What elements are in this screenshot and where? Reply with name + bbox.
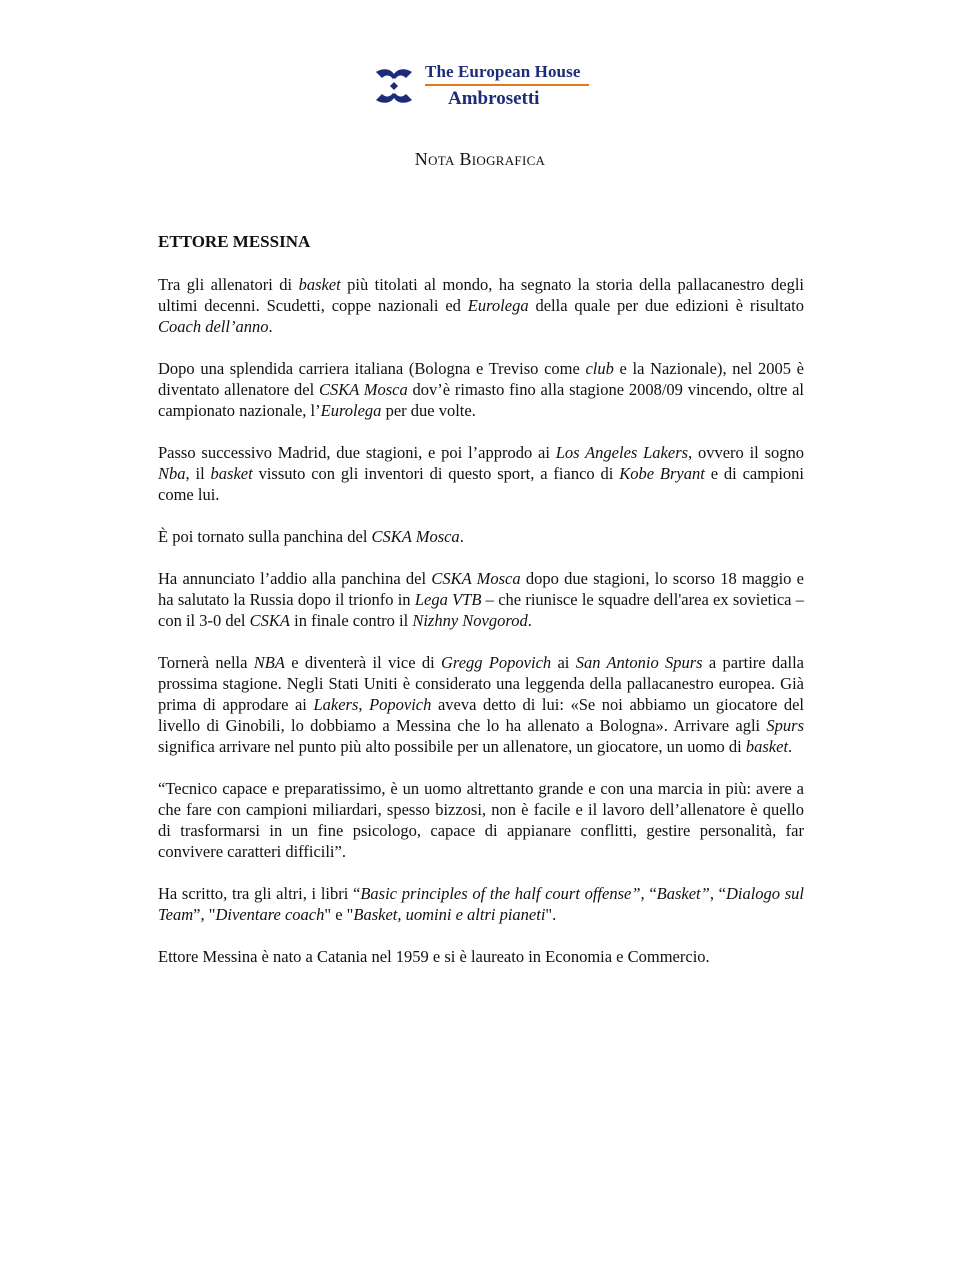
text-segment: vissuto con gli inventori di questo sport, a fianco di bbox=[252, 464, 620, 483]
italic-text: Lega VTB bbox=[414, 590, 482, 609]
text-segment: Tornerà nella bbox=[158, 653, 254, 672]
text-segment: È poi tornato sulla panchina del bbox=[158, 527, 372, 546]
text-segment: – che riunisce le squadre dell'area ex sovietica – con il 3-0 del bbox=[158, 590, 805, 630]
text-segment: e di campioni come lui. bbox=[158, 464, 804, 504]
text-segment: più titolati al mondo, ha segnato la storia della pallacanestro degli ultimi decenni. Scudetti, coppe nazionali ed bbox=[158, 275, 805, 315]
italic-text: NBA bbox=[253, 653, 285, 672]
italic-text: basket bbox=[210, 464, 253, 483]
text-segment: significa arrivare nel punto più alto possibile per un allenatore, un giocatore, un uomo di bbox=[158, 737, 746, 756]
text-segment: , ovvero il sogno bbox=[688, 443, 804, 462]
logo-text-line1: The European House bbox=[425, 62, 581, 81]
text-segment: dopo due stagioni, lo scorso 18 maggio e ha salutato la Russia dopo il trionfo in bbox=[158, 569, 804, 609]
text-segment: . bbox=[268, 317, 273, 336]
italic-text: basket bbox=[298, 275, 341, 294]
text-segment: aveva detto di lui: «Se noi abbiamo un giocatore del livello di Ginobili, lo dobbiamo a Messina che lo ha allenato a Bologna». Arrivare agli bbox=[158, 695, 804, 735]
italic-text: Gregg Popovich bbox=[440, 653, 552, 672]
text-segment: , il bbox=[185, 464, 211, 483]
italic-text: Popovich bbox=[369, 695, 432, 714]
italic-text: Coach dell’anno bbox=[158, 317, 269, 336]
text-segment: della quale per due edizioni è risultato bbox=[528, 296, 804, 315]
biography-paragraph bbox=[158, 526, 804, 547]
italic-text: basket bbox=[745, 737, 789, 756]
text-segment: per due volte. bbox=[381, 401, 476, 420]
italic-text: Eurolega bbox=[467, 296, 529, 315]
italic-text: Diventare coach bbox=[215, 905, 325, 924]
italic-text: Kobe Bryant bbox=[619, 464, 705, 483]
ambrosetti-logo-icon bbox=[372, 66, 418, 106]
text-segment: Ha scritto, tra gli altri, i libri “ bbox=[158, 884, 361, 903]
text-segment: Ha annunciato l’addio alla panchina del bbox=[158, 569, 432, 588]
text-segment: Tra gli allenatori di bbox=[158, 275, 299, 294]
biography-paragraph bbox=[158, 568, 804, 631]
text-segment: . bbox=[527, 611, 532, 630]
italic-text: CSKA bbox=[249, 611, 290, 630]
text-segment: in finale contro il bbox=[290, 611, 413, 630]
italic-text: Basic principles of the half court offense” bbox=[360, 884, 641, 903]
italic-text: Los Angeles Lakers bbox=[555, 443, 689, 462]
italic-text: Nba bbox=[158, 464, 186, 483]
biography-paragraph bbox=[158, 946, 804, 967]
text-segment: dov’è rimasto fino alla stagione 2008/09 vincendo, oltre al campionato nazionale, l’ bbox=[158, 380, 805, 420]
logo-divider bbox=[425, 84, 589, 86]
biography-paragraph bbox=[158, 778, 804, 862]
italic-text: CSKA Mosca bbox=[371, 527, 460, 546]
biography-paragraph bbox=[158, 358, 804, 421]
text-segment: e la Nazionale), nel 2005 è diventato allenatore del bbox=[158, 359, 804, 399]
text-segment: " e " bbox=[324, 905, 354, 924]
document-heading: Nota Biografica bbox=[414, 149, 546, 169]
text-segment: e diventerà il vice di bbox=[284, 653, 441, 672]
text-segment: . bbox=[788, 737, 793, 756]
italic-text: Eurolega bbox=[320, 401, 382, 420]
biography-paragraph bbox=[158, 274, 804, 337]
italic-text: Dialogo sul Team bbox=[158, 884, 804, 924]
italic-text: Basket, uomini e altri pianeti bbox=[353, 905, 546, 924]
italic-text: CSKA Mosca bbox=[431, 569, 521, 588]
text-segment: , bbox=[358, 695, 370, 714]
company-logo bbox=[372, 62, 602, 112]
logo-text-line2: Ambrosetti bbox=[448, 88, 540, 109]
person-name-heading: ETTORE MESSINA bbox=[158, 232, 311, 251]
italic-text: Basket” bbox=[656, 884, 710, 903]
italic-text: San Antonio Spurs bbox=[575, 653, 703, 672]
italic-text: Lakers bbox=[313, 695, 359, 714]
biography-body bbox=[158, 274, 804, 988]
italic-text: club bbox=[585, 359, 614, 378]
text-segment: a partire dalla prossima stagione. Negli Stati Uniti è considerato una leggenda della pallacanestro europea. Già prima di approdare ai bbox=[158, 653, 804, 714]
text-segment: Ettore Messina è nato a Catania nel 1959 e si è laureato in Economia e Commercio. bbox=[158, 947, 710, 966]
text-segment: ai bbox=[551, 653, 576, 672]
text-segment: Dopo una splendida carriera italiana (Bologna e Treviso come bbox=[158, 359, 586, 378]
text-segment: ". bbox=[545, 905, 557, 924]
text-segment: . bbox=[459, 527, 464, 546]
biography-paragraph bbox=[158, 883, 804, 925]
text-segment: Passo successivo Madrid, due stagioni, e poi l’approdo ai bbox=[158, 443, 556, 462]
text-segment: , “ bbox=[640, 884, 657, 903]
text-segment: , “ bbox=[709, 884, 726, 903]
italic-text: Nizhny Novgorod bbox=[412, 611, 528, 630]
italic-text: Spurs bbox=[766, 716, 804, 735]
biography-paragraph bbox=[158, 442, 804, 505]
biography-paragraph bbox=[158, 652, 804, 757]
text-segment: ”, " bbox=[193, 905, 216, 924]
italic-text: CSKA Mosca bbox=[318, 380, 408, 399]
text-segment: “Tecnico capace e preparatissimo, è un uomo altrettanto grande e con una marcia in più: avere a che fare con campioni miliardari, spesso bizzosi, non è facile e il lavoro dell’allenatore è quello di trasformarsi in un fine psicologo, capace di appianare conflitti, gestire personalità, far convivere caratteri difficili”. bbox=[158, 779, 804, 861]
